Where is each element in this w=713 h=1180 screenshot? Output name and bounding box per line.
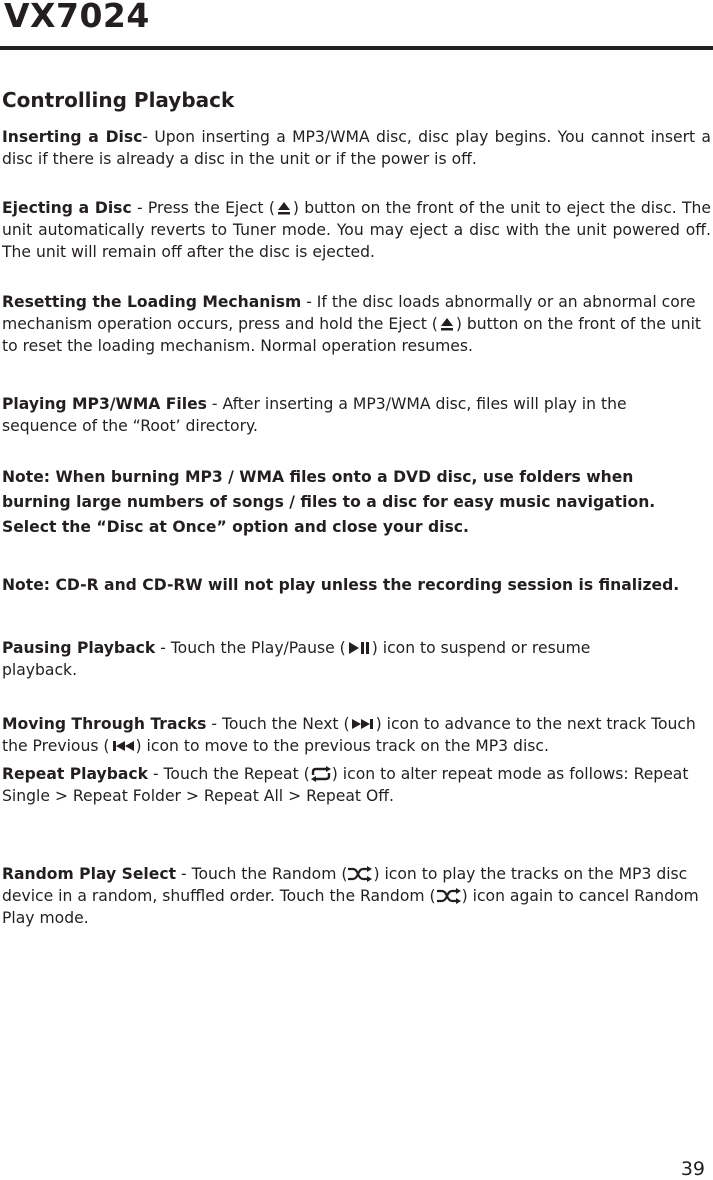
eject-icon (275, 200, 293, 216)
note-burning: Note: When burning MP3 / WMA files onto a DVD disc, use folders when burning large numbers of songs / files to a disc for easy music navigation. Select the “Disc at Once” option and close your disc. (2, 468, 656, 536)
shuffle-icon (347, 866, 373, 882)
play-pause-icon (346, 640, 372, 656)
paragraph-text: - Touch the Next ( (206, 715, 350, 733)
paragraph-text: ) icon to move to the previous track on the MP3 disc. (135, 737, 549, 755)
page-header-model: VX7024 (4, 0, 150, 35)
paragraph-title: Moving Through Tracks (2, 715, 207, 733)
paragraph-text: - Touch the Random ( (176, 865, 348, 883)
shuffle-icon (436, 888, 462, 904)
next-track-icon (350, 716, 376, 732)
paragraph-title: Resetting the Loading Mechanism (2, 293, 302, 311)
paragraph-text: - Touch the Play/Pause ( (155, 639, 346, 657)
paragraph-text: - Press the Eject ( (131, 199, 275, 217)
paragraph-text: ) icon to play the tracks on the MP3 disc device in a random, shuffled order. Touch the Random ( (2, 865, 688, 905)
paragraph-text: - Touch the Repeat ( (148, 765, 310, 783)
paragraph-text: ) icon to alter repeat mode as follows: Repeat Single > Repeat Folder > Repeat All > Repeat Off. (2, 765, 689, 805)
paragraph-title: Repeat Playback (2, 765, 149, 783)
paragraph-title: Random Play Select (2, 865, 177, 883)
paragraph-resetting-mechanism (2, 291, 702, 357)
paragraph-moving-tracks (2, 713, 707, 757)
previous-track-icon (110, 738, 136, 754)
repeat-icon (310, 766, 332, 782)
paragraph-text: ) icon to advance to the next track Touch the Previous ( (2, 715, 696, 755)
paragraph-title: Playing MP3/WMA Files (2, 395, 207, 413)
page-number: 39 (680, 1158, 705, 1180)
section-title: Controlling Playback (2, 88, 235, 112)
paragraph-text: ) button on the front of the unit to eject the disc. The unit automatically reverts to Tuner mode. You may eject a disc with the unit powered off. The unit will remain off after the disc is ejected. (2, 199, 712, 261)
paragraph-repeat (2, 763, 707, 807)
paragraph-inserting-disc (2, 126, 711, 170)
paragraph-text: - Upon inserting a MP3/WMA disc, disc play begins. You cannot insert a disc if there is already a disc in the unit or if the power is off. (2, 128, 711, 168)
paragraph-text: - After inserting a MP3/WMA disc, files will play in the sequence of the “Root’ directory. (2, 395, 627, 435)
paragraph-random (2, 863, 702, 929)
note-finalized: Note: CD-R and CD-RW will not play unless the recording session is finalized. (2, 576, 680, 594)
paragraph-title: Inserting a Disc (2, 128, 143, 146)
eject-icon (438, 316, 456, 332)
paragraph-text: - If the disc loads abnormally or an abnormal core mechanism operation occurs, press and hold the Eject ( (2, 293, 696, 333)
paragraph-text: ) button on the front of the unit to reset the loading mechanism. Normal operation resumes. (2, 315, 702, 355)
paragraph-playing-files (2, 393, 662, 437)
paragraph-pausing (2, 637, 662, 681)
paragraph-text: ) icon again to cancel Random Play mode. (2, 887, 699, 927)
paragraph-ejecting-disc (2, 197, 711, 263)
paragraph-title: Pausing Playback (2, 639, 156, 657)
paragraph-text: ) icon to suspend or resume playback. (2, 639, 591, 679)
header-rule (0, 46, 713, 50)
paragraph-title: Ejecting a Disc (2, 199, 132, 217)
